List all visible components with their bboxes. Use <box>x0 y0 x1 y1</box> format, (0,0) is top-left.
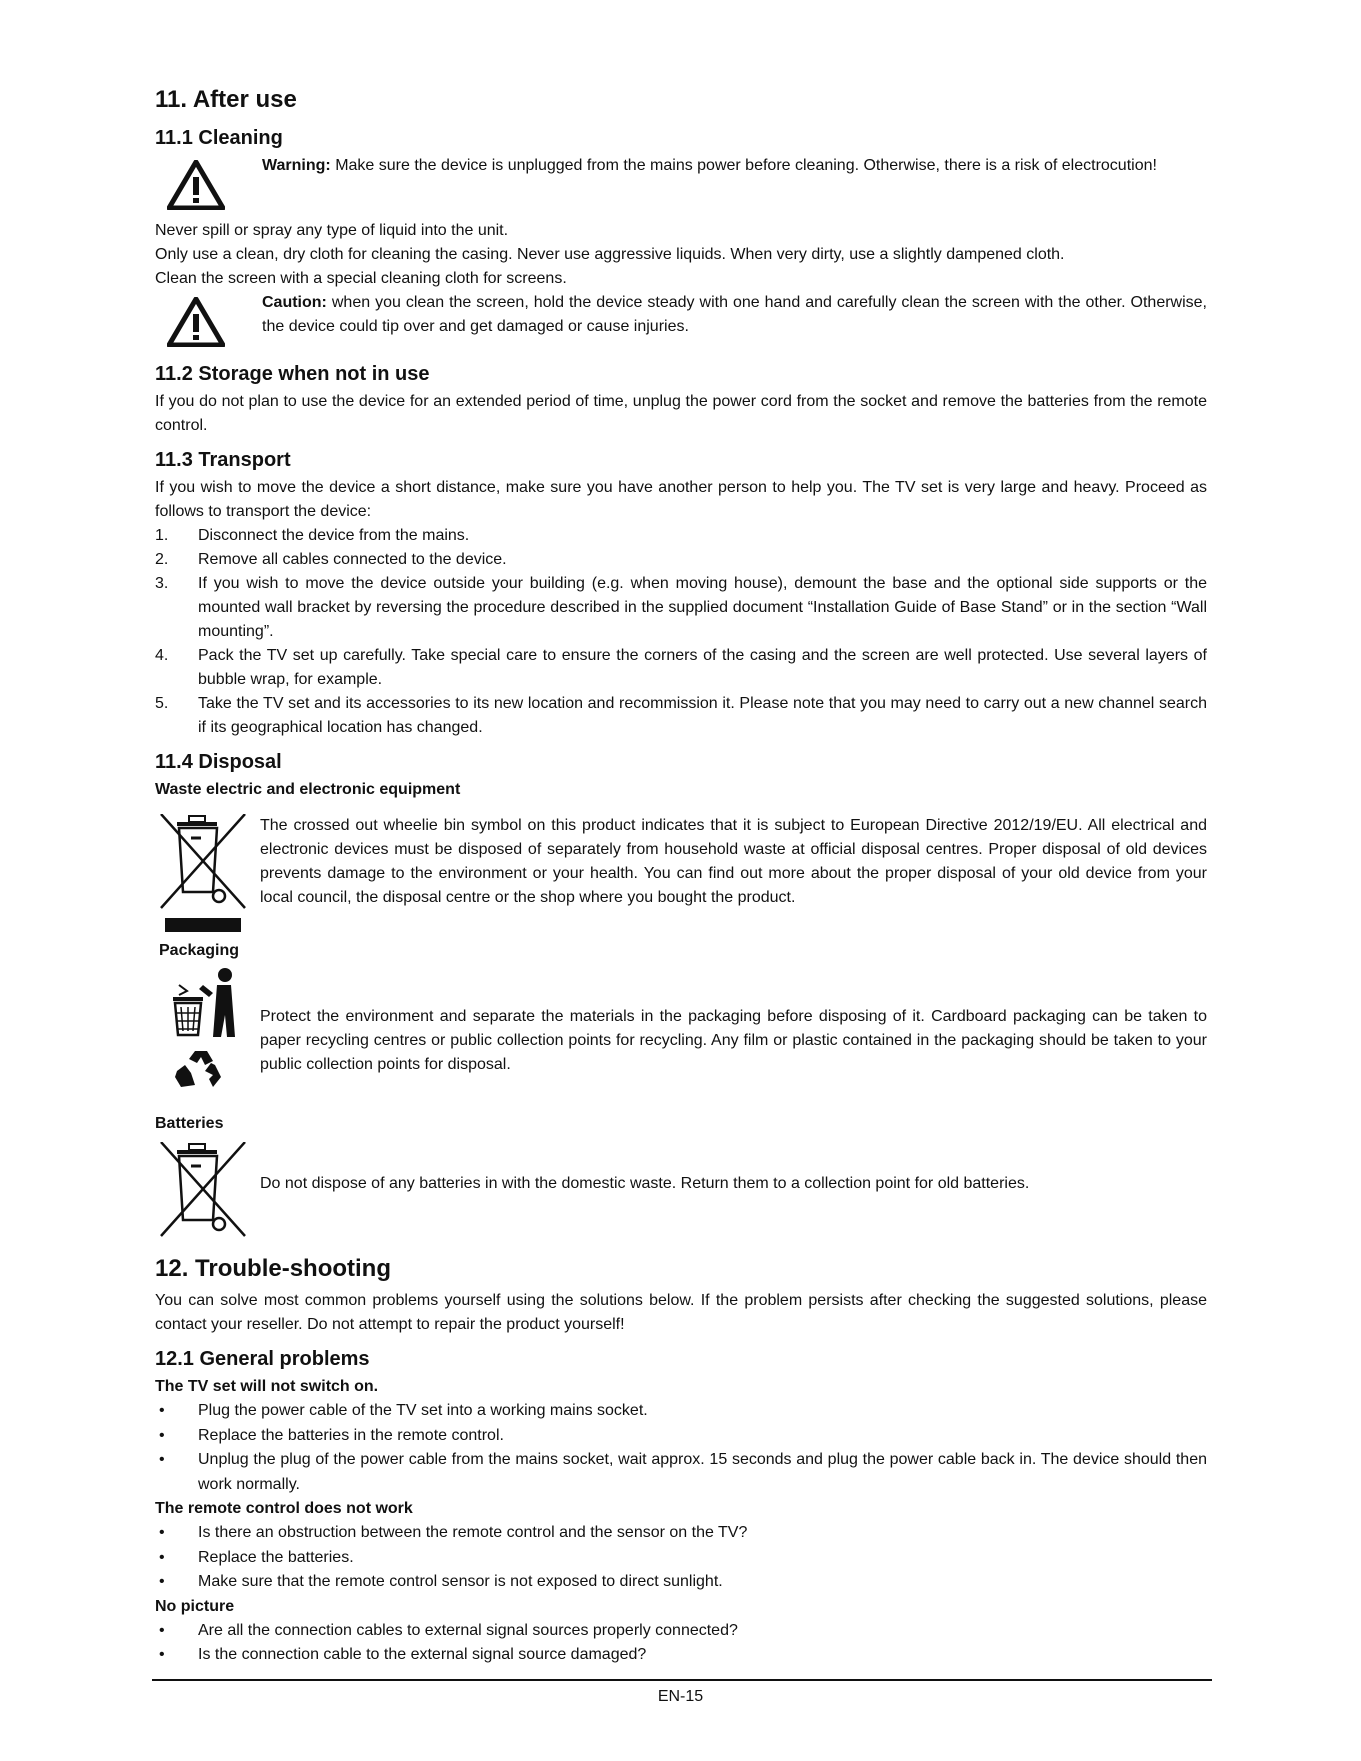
list-item: 1. Disconnect the device from the mains. <box>155 527 470 544</box>
tidy-man-icon <box>155 967 250 1097</box>
list-item: • Is there an obstruction between the remote control and the sensor on the TV? <box>159 1524 748 1541</box>
section-12-title: 12. Trouble-shooting <box>155 1255 392 1282</box>
crossed-bin-icon <box>155 814 260 939</box>
list-item: 4. Pack the TV set up carefully. Take special care to ensure the corners of the casing and the screen are well protected. Use several layers of bubble wrap, for example. <box>155 647 1207 688</box>
transport-steps <box>155 524 1207 740</box>
caution-notice <box>155 291 1207 352</box>
footer-divider <box>152 1679 1212 1681</box>
general-problems-title: 12.1 General problems <box>155 1348 370 1370</box>
batteries-block <box>155 1142 1207 1243</box>
crossed-bin-icon <box>155 1142 260 1243</box>
problem-title: The TV set will not switch on. <box>155 1378 379 1395</box>
packaging-title: Packaging <box>159 942 240 959</box>
transport-title: 11.3 Transport <box>155 449 291 471</box>
warning-notice <box>155 154 1207 215</box>
cleaning-paragraph: Never spill or spray any type of liquid into the unit. <box>155 222 509 239</box>
storage-title: 11.2 Storage when not in use <box>155 363 430 385</box>
list-item: • Replace the batteries. <box>159 1548 354 1566</box>
document-page <box>155 84 1207 1668</box>
warning-label: Warning: <box>262 157 331 174</box>
storage-text: If you do not plan to use the device for an extended period of time, unplug the power cord from the socket and remove the batteries from the remote control. <box>155 393 1207 434</box>
list-item: • Is the connection cable to the external signal source damaged? <box>159 1646 647 1663</box>
warning-triangle-icon <box>155 291 262 352</box>
problem-solutions <box>155 1619 1207 1668</box>
troubleshooting-intro: You can solve most common problems yourself using the solutions below. If the problem persists after checking the suggested solutions, please contact your reseller. Do not attempt to repair the product yourself! <box>155 1292 1207 1333</box>
batteries-text: Do not dispose of any batteries in with the domestic waste. Return them to a collection point for old batteries. <box>260 1175 1030 1192</box>
problem-solutions <box>155 1399 1207 1497</box>
disposal-title: 11.4 Disposal <box>155 751 282 773</box>
packaging-text: Protect the environment and separate the materials in the packaging before disposing of it. Cardboard packaging can be taken to paper recycling centres or public collection points for recycling. Any film or plastic contained in the packaging should be taken to your public collection points for disposal. <box>260 1008 1207 1073</box>
problem-solutions <box>155 1521 1207 1595</box>
page-number: EN-15 <box>657 1688 704 1705</box>
problem-title: No picture <box>155 1597 235 1615</box>
weee-text: The crossed out wheelie bin symbol on this product indicates that it is subject to European Directive 2012/19/EU. All electrical and electronic devices must be disposed of separately from household waste at official disposal centres. Proper disposal of old devices prevents damage to the environment or your health. You can find out more about the proper disposal of your old device from your local council, the disposal centre or the shop where you bought the product. <box>260 817 1207 906</box>
cleaning-paragraph: Clean the screen with a special cleaning cloth for screens. <box>155 270 567 287</box>
packaging-block <box>155 967 1207 1102</box>
warning-text <box>262 154 1207 178</box>
section-11-title: 11. After use <box>155 86 297 113</box>
problem-title: The remote control does not work <box>155 1500 413 1517</box>
weee-title: Waste electric and electronic equipment <box>155 781 461 798</box>
warning-triangle-icon <box>155 154 262 215</box>
list-item: • Are all the connection cables to external signal sources properly connected? <box>159 1621 738 1639</box>
list-item: 2. Remove all cables connected to the device. <box>155 551 507 568</box>
weee-block <box>155 814 1207 939</box>
transport-intro: If you wish to move the device a short distance, make sure you have another person to help you. The TV set is very large and heavy. Proceed as follows to transport the device: <box>155 479 1207 520</box>
caution-label: Caution: <box>262 294 327 311</box>
list-item: 5. Take the TV set and its accessories to its new location and recommission it. Please note that you may need to carry out a new channel search if its geographical location has changed. <box>155 695 1207 736</box>
list-item: • Replace the batteries in the remote control. <box>159 1426 504 1444</box>
cleaning-title: 11.1 Cleaning <box>155 127 283 149</box>
recycle-icon <box>175 1051 221 1087</box>
cleaning-paragraph: Only use a clean, dry cloth for cleaning the casing. Never use aggressive liquids. When very dirty, use a slightly dampened cloth. <box>155 246 1065 263</box>
batteries-title: Batteries <box>155 1115 224 1132</box>
list-item: • Make sure that the remote control sensor is not exposed to direct sunlight. <box>159 1573 723 1590</box>
list-item: • Unplug the plug of the power cable from the mains socket, wait approx. 15 seconds and plug the power cable back in. The device should then work normally. <box>159 1451 1207 1493</box>
warning-body: Make sure the device is unplugged from the mains power before cleaning. Otherwise, there is a risk of electrocution! <box>335 157 1157 174</box>
caution-body: when you clean the screen, hold the device steady with one hand and carefully clean the screen with the other. Otherwise, the device could tip over and get damaged or cause injuries. <box>262 294 1207 335</box>
list-item: 3. If you wish to move the device outside your building (e.g. when moving house), demount the base and the optional side supports or the mounted wall bracket by reversing the procedure described in the supplied document “Installation Guide of Base Stand” or in the section “Wall mounting”. <box>155 575 1207 640</box>
packaging-icons <box>155 967 260 1102</box>
caution-text <box>262 291 1207 339</box>
list-item: • Plug the power cable of the TV set into a working mains socket. <box>159 1402 648 1419</box>
